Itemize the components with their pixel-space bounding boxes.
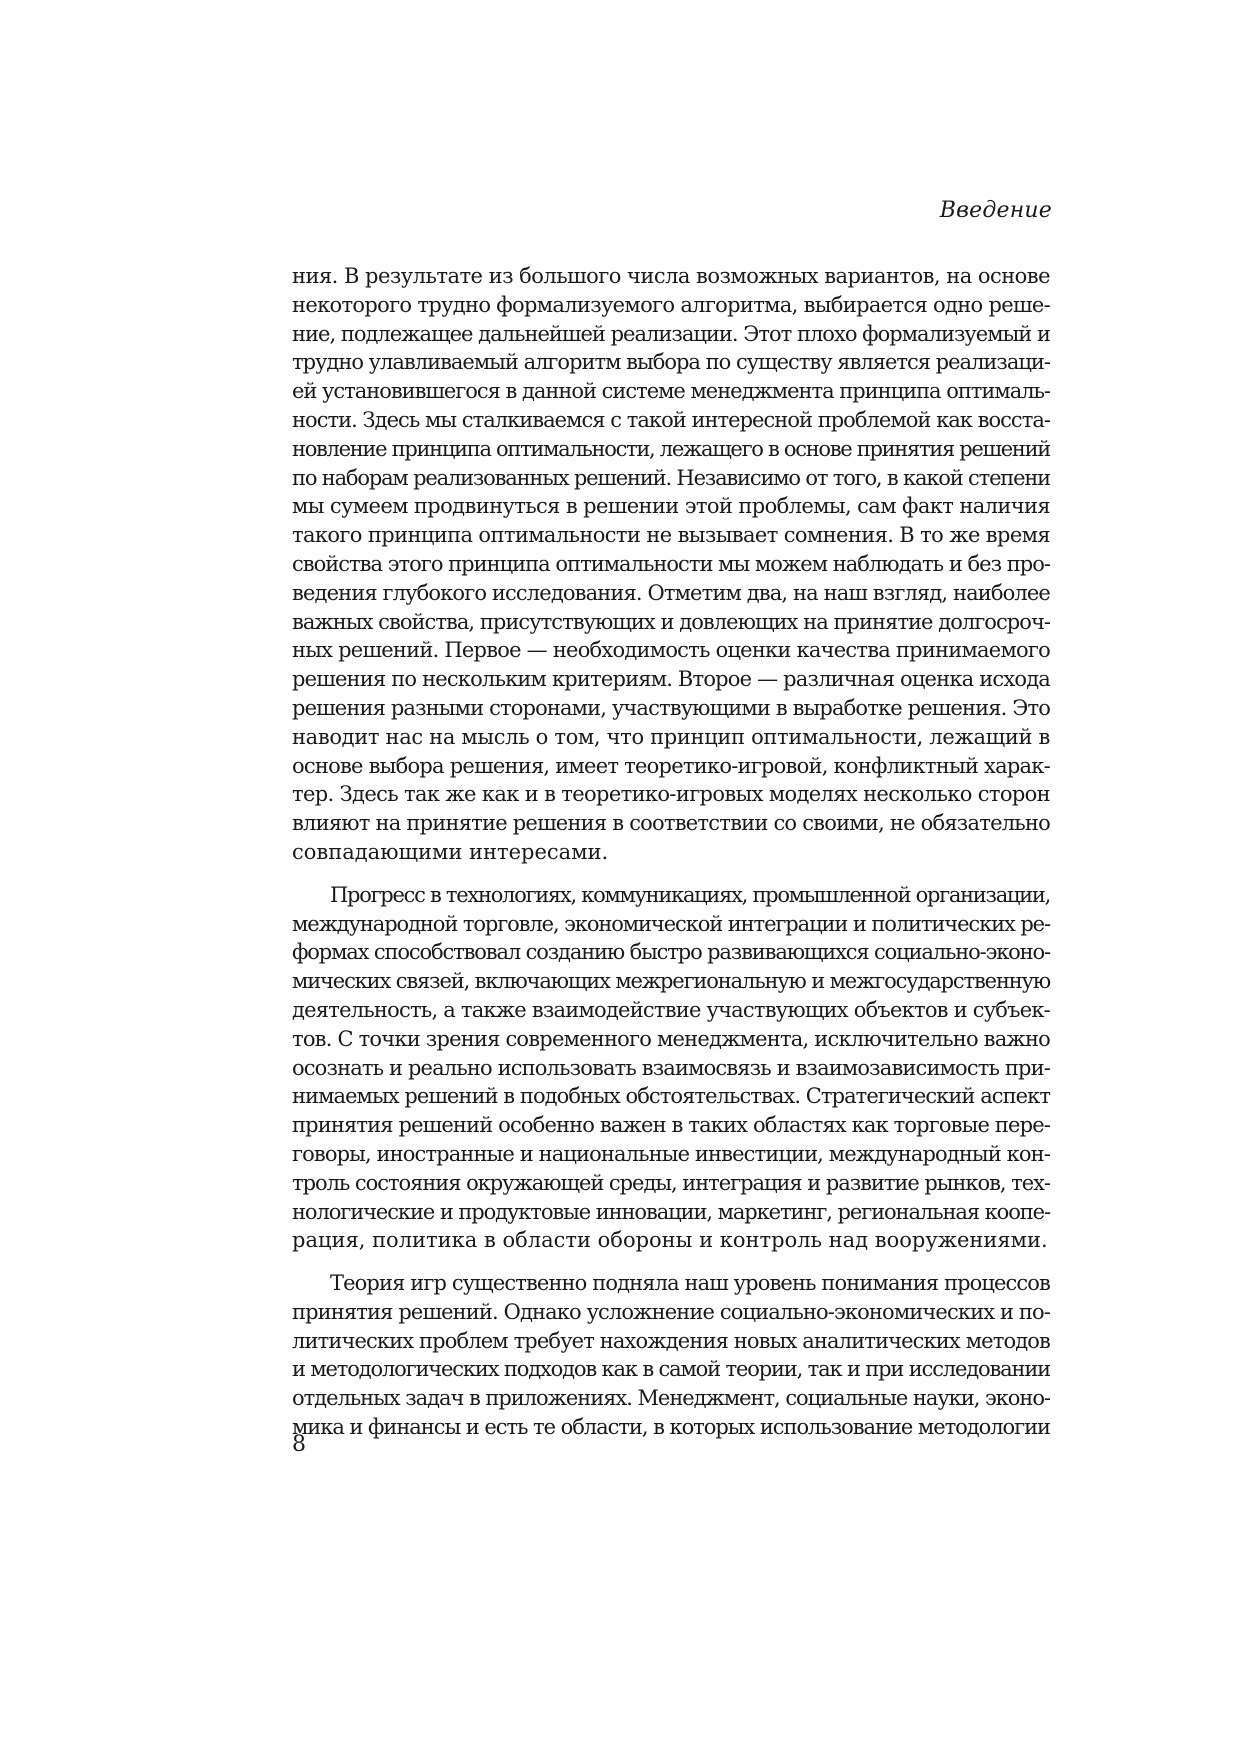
text-line: и методологических подходов как в самой теории, так и при исследовании (292, 1357, 1051, 1382)
text-line: международной торговле, экономической интеграции и политических ре- (292, 911, 1050, 936)
text-line: ности. Здесь мы сталкиваемся с такой интересной проблемой как восста- (292, 407, 1051, 432)
text-line: принятия решений особенно важен в таких областях как торговые пере- (292, 1113, 1051, 1138)
text-line: нимаемых решений в подобных обстоятельствах. Стратегический аспект (292, 1084, 1050, 1109)
text-line: троль состояния окружающей среды, интеграция и развитие рынков, тех- (292, 1170, 1050, 1195)
text-line: говоры, иностранные и национальные инвестиции, международный кон- (292, 1141, 1050, 1166)
text-line: ведения глубокого исследования. Отметим два, на наш взгляд, наиболее (292, 580, 1050, 605)
text-line: ния. В результате из большого числа возможных вариантов, на основе (292, 264, 1051, 288)
text-line: ей установившегося в данной системе менеджмента принципа оптималь- (292, 379, 1050, 404)
text-line: деятельность, а также взаимодействие участвующих объектов и субъек- (292, 997, 1050, 1022)
text-line: Теория игр существенно подняла наш уровень понимания процессов (330, 1271, 1050, 1296)
text-line: влияют на принятие решения в соответствии со своими, не обязательно (292, 811, 1051, 836)
text-line: некоторого трудно формализуемого алгоритма, выбирается одно реше- (292, 292, 1051, 317)
text-line: наводит нас на мысль о том, что принцип оптимальности, лежащий в (292, 724, 1050, 749)
text-line: принятия решений. Однако усложнение социально-экономических и по- (292, 1299, 1050, 1324)
text-line: мика и финансы и есть те области, в которых использование методологии (292, 1415, 1050, 1440)
text-line: свойства этого принципа оптимальности мы можем наблюдать и без про- (292, 551, 1050, 576)
text-line: формах способствовал созданию быстро развивающихся социально-эконо- (292, 940, 1050, 965)
text-line: рация, политика в области обороны и контроль над вооружениями. (292, 1228, 1048, 1253)
text-line: основе выбора решения, имеет теоретико-игровой, конфликтный харак- (292, 753, 1050, 778)
text-line: решения по нескольким критериям. Второе — различная оценка исхода (292, 667, 1051, 692)
text-line: мы сумеем продвинуться в решении этой проблемы, сам факт наличия (292, 494, 1051, 519)
text-line: новление принципа оптимальности, лежащего в основе принятия решений (292, 436, 1050, 461)
text-line: осознать и реально использовать взаимосвязь и взаимозависимость при- (292, 1055, 1050, 1080)
paragraph-1 (292, 262, 1050, 867)
text-line: Прогресс в технологиях, коммуникациях, промышленной организации, (330, 882, 1050, 907)
text-line: ных решений. Первое — необходимость оценки качества принимаемого (292, 638, 1050, 663)
text-line: ние, подлежащее дальнейшей реализации. Этот плохо формализуемый и (292, 321, 1050, 346)
text-line: важных свойства, присутствующих и довлеющих на принятие долгосроч- (292, 609, 1051, 634)
page-number: 8 (292, 1432, 306, 1457)
text-line: трудно улавливаемый алгоритм выбора по существу является реализаци- (292, 350, 1051, 375)
text-line: нологические и продуктовые инновации, маркетинг, региональная коопе- (292, 1199, 1051, 1224)
body-text (292, 262, 1050, 1442)
paragraph-3 (292, 1269, 1050, 1442)
text-line: решения разными сторонами, участвующими в выработке решения. Это (292, 695, 1051, 720)
text-line: мических связей, включающих межрегиональную и межгосударственную (292, 969, 1050, 994)
text-line: такого принципа оптимальности не вызывает сомнения. В то же время (292, 523, 1050, 548)
paragraph-2 (292, 881, 1050, 1255)
text-line: по наборам реализованных решений. Независимо от того, в какой степени (292, 465, 1050, 490)
text-line: тер. Здесь так же как и в теоретико-игровых моделях несколько сторон (292, 782, 1050, 807)
text-line: литических проблем требует нахождения новых аналитических методов (292, 1328, 1050, 1353)
running-head: Введение (939, 198, 1052, 223)
text-line: тов. С точки зрения современного менеджмента, исключительно важно (292, 1026, 1051, 1051)
text-line: совпадающими интересами. (292, 839, 609, 864)
text-line: отдельных задач в приложениях. Менеджмент, социальные науки, эконо- (292, 1386, 1050, 1411)
